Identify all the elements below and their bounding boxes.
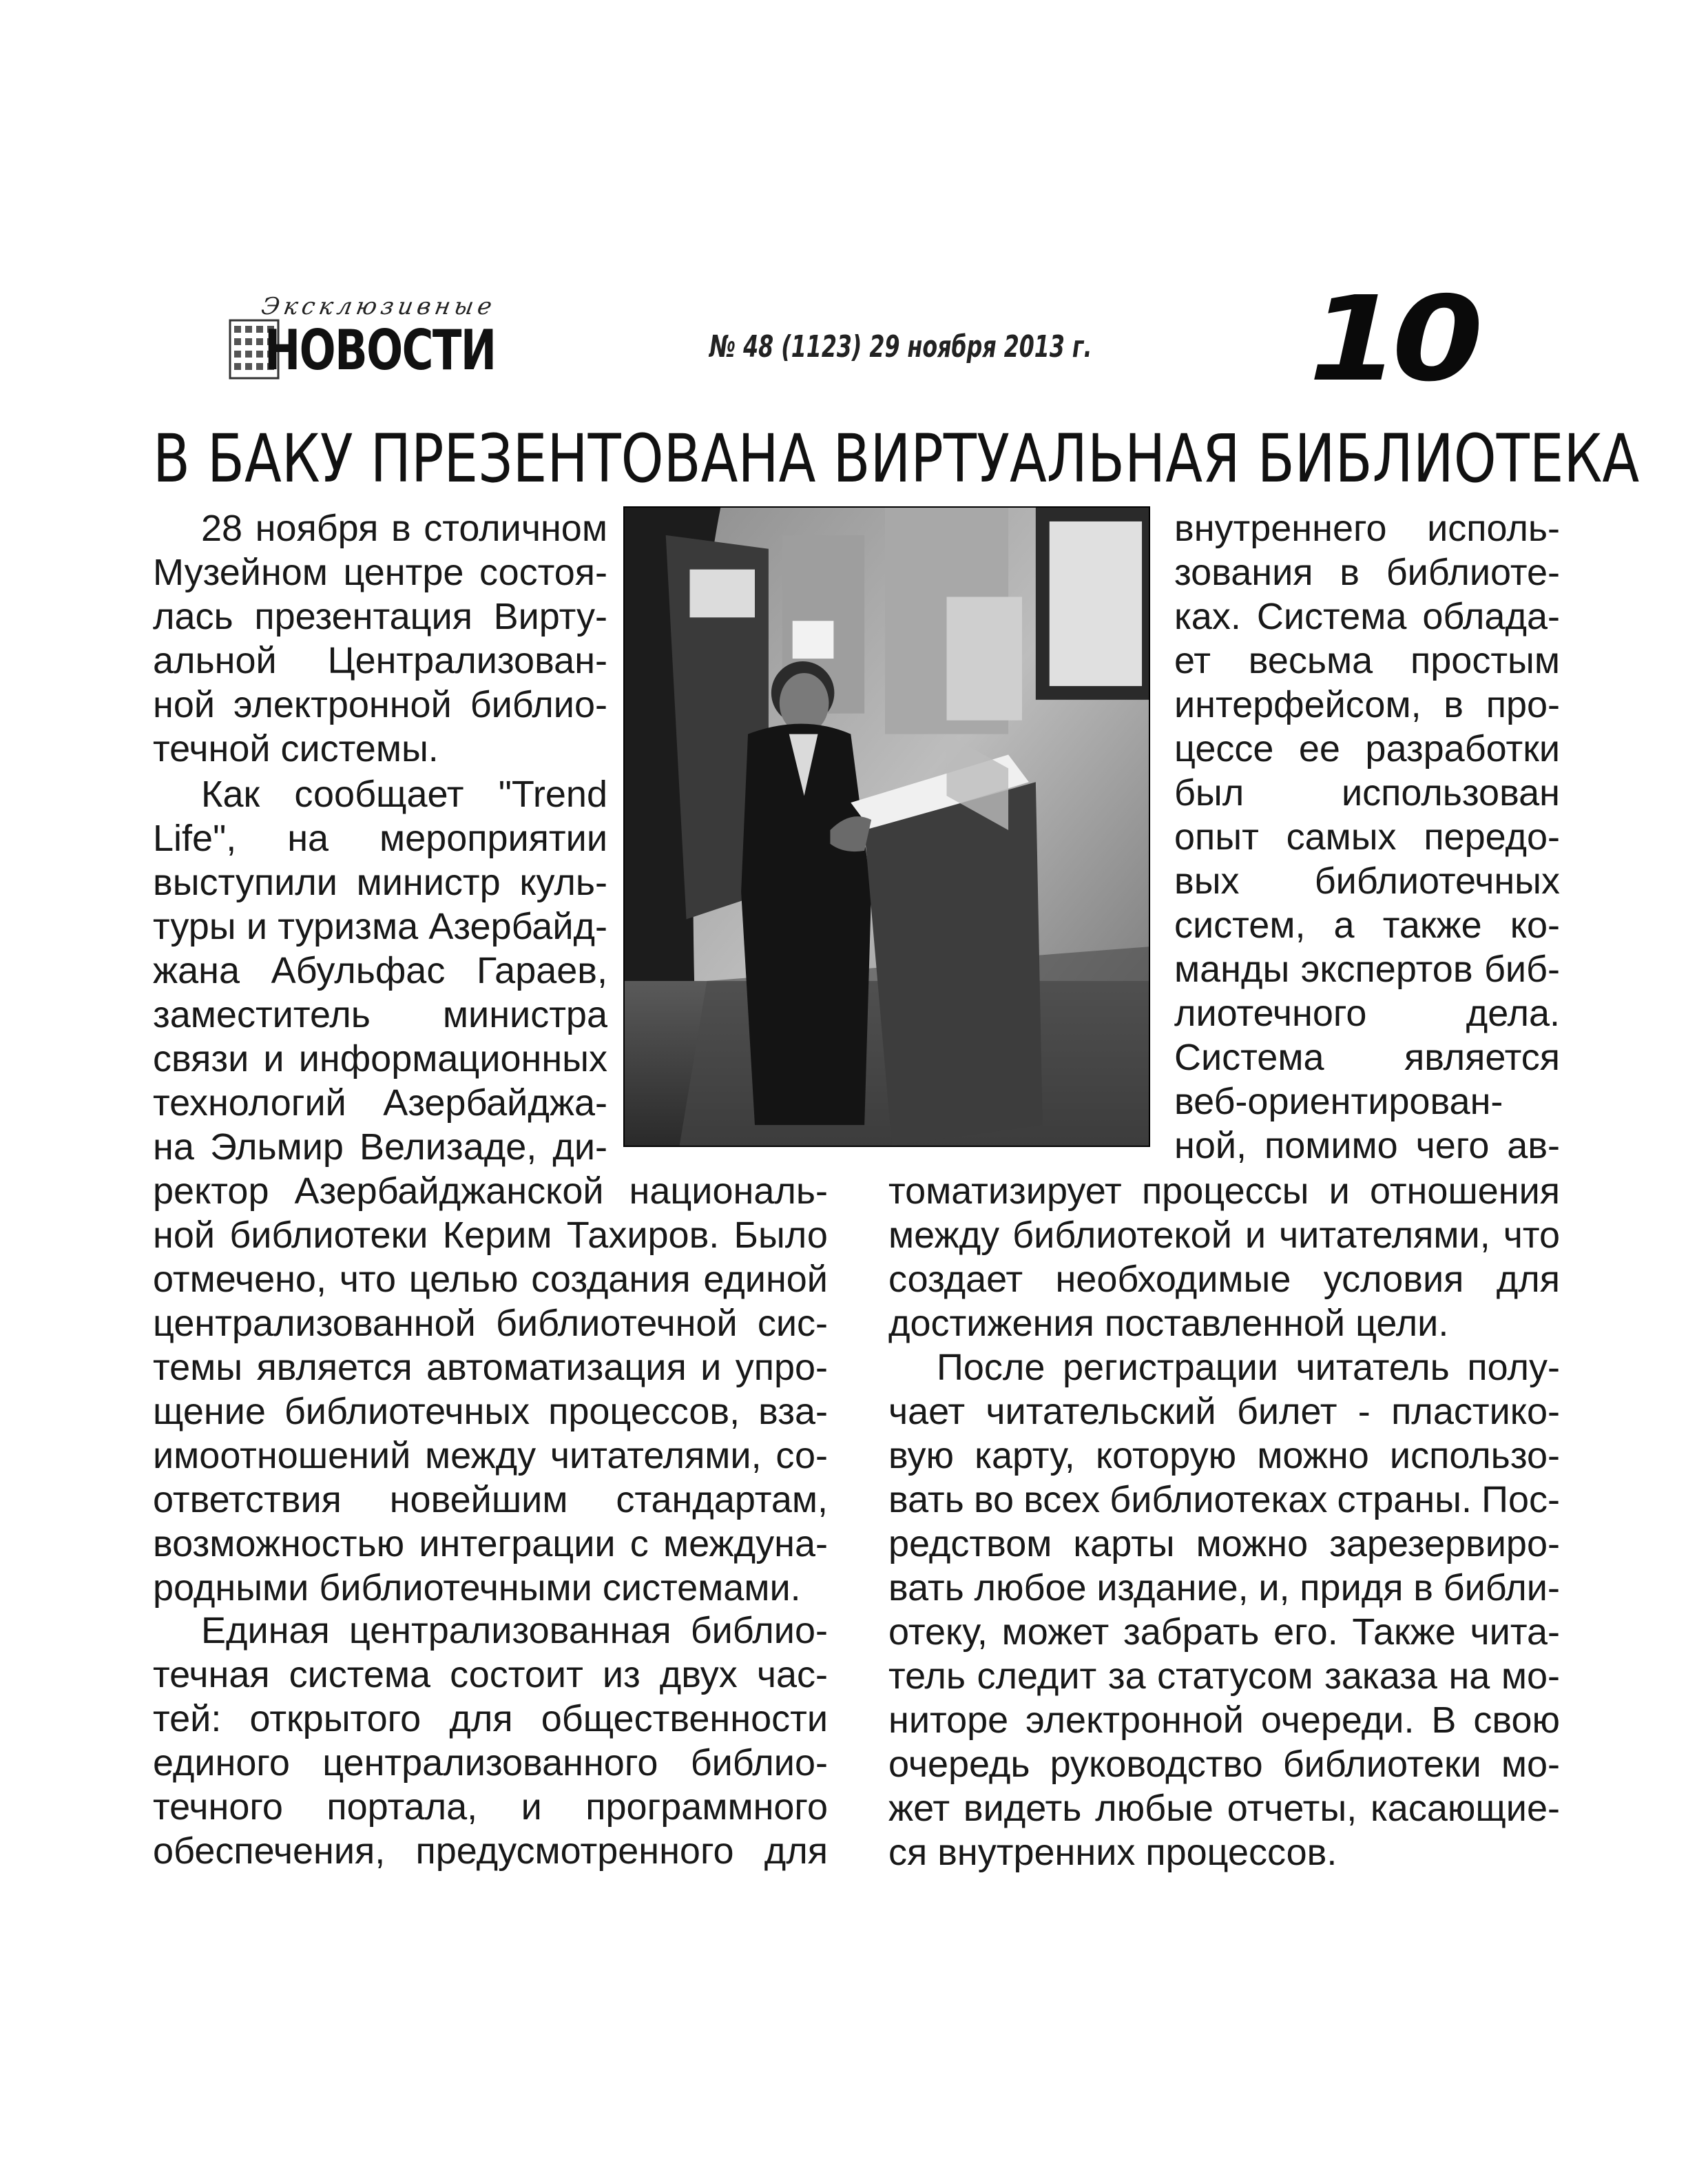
word: интеграции [419, 1523, 616, 1564]
word: туры [153, 906, 236, 947]
word: использован [1341, 772, 1560, 814]
word: отмечено, [153, 1259, 326, 1300]
word: создания [531, 1259, 691, 1300]
word: Централизован- [327, 640, 607, 681]
word: систем, [1174, 905, 1306, 946]
word: опыт [1174, 816, 1259, 858]
word: пластико- [1391, 1391, 1560, 1432]
word: необходимые [1055, 1259, 1291, 1300]
word: Как [201, 774, 260, 815]
word: предусмотренного [415, 1830, 734, 1872]
word: ко- [1510, 905, 1560, 946]
text-line [1174, 815, 1560, 859]
text-line [153, 1125, 607, 1169]
word: отчеты, [1227, 1788, 1357, 1829]
word: самых [1286, 816, 1397, 858]
word: ректор [153, 1170, 269, 1212]
word: вза- [758, 1391, 828, 1432]
word: единой [703, 1259, 828, 1300]
word: библиотечных [284, 1391, 530, 1432]
word: программного [585, 1786, 828, 1828]
word: карты [1073, 1523, 1175, 1564]
text-line [1174, 727, 1560, 771]
text-line [153, 1609, 828, 1653]
word: связи [153, 1038, 249, 1079]
text-line [153, 550, 607, 595]
word: следит [977, 1655, 1097, 1697]
text-line [153, 949, 607, 993]
word: был [1174, 772, 1244, 814]
word: в [1413, 1567, 1433, 1609]
word: и [1244, 1214, 1267, 1256]
text-line: родными библиотечными системами. [153, 1567, 801, 1609]
text-line [153, 1697, 828, 1741]
word: Азербайд- [428, 906, 607, 947]
text-line [888, 1786, 1560, 1830]
word: за [1107, 1655, 1146, 1697]
logo-script: Эксклюзивные [259, 293, 499, 320]
word: которую [1095, 1435, 1237, 1476]
text-line [153, 816, 607, 860]
word: зования [1174, 552, 1313, 593]
word: облада- [1422, 596, 1560, 637]
word: Музейном [153, 552, 328, 593]
word: состоит [450, 1654, 583, 1695]
word: ноября [255, 508, 379, 549]
word: Эльмир [209, 1126, 344, 1168]
word: манды [1174, 949, 1290, 990]
word: имоотношений [153, 1435, 411, 1476]
text-line [888, 1478, 1560, 1522]
word: министра [442, 994, 607, 1035]
word: биб- [1483, 949, 1560, 990]
article-paragraph [1174, 506, 1560, 1168]
word: презентация [254, 596, 472, 637]
word: вую [888, 1435, 955, 1476]
word: жет [888, 1788, 950, 1829]
word: и, [1258, 1567, 1290, 1609]
word: жана [153, 950, 240, 991]
text-line [153, 1257, 828, 1301]
text-line [1174, 903, 1560, 947]
word: также [1382, 905, 1482, 946]
text-line [1174, 947, 1560, 991]
word: издание, [1096, 1567, 1249, 1609]
text-line [888, 1257, 1560, 1301]
word: лась [153, 596, 233, 637]
article-paragraph [888, 1345, 1560, 1874]
text-line [888, 1213, 1560, 1257]
word: После [937, 1347, 1045, 1388]
word: состоя- [479, 552, 607, 593]
speaker-at-podium-image [625, 508, 1149, 1146]
text-line [153, 1389, 828, 1434]
word: течная [153, 1654, 270, 1695]
word: библиотеках [1110, 1479, 1328, 1520]
word: Вирту- [493, 596, 607, 637]
word: можно [1257, 1435, 1369, 1476]
text-line [153, 1829, 828, 1873]
word: портала, [326, 1786, 478, 1828]
word: со- [775, 1435, 828, 1476]
word: упро- [735, 1347, 828, 1388]
word: руководство [1050, 1744, 1263, 1785]
word: ее [1298, 728, 1340, 769]
word: библиотеки [1282, 1744, 1481, 1785]
word: Абульфас [271, 950, 446, 991]
word: 28 [201, 508, 243, 549]
word: весьма [1248, 640, 1373, 681]
word: система [289, 1654, 431, 1695]
word: на [287, 818, 329, 859]
word: централизованной [153, 1303, 476, 1344]
text-line [153, 860, 607, 905]
word: в [390, 508, 411, 549]
word: простым [1410, 640, 1560, 681]
article-photo [623, 506, 1150, 1147]
word: новейшим [389, 1479, 568, 1520]
word: чего [1415, 1125, 1490, 1166]
word: читатель [1295, 1347, 1450, 1388]
word: чита- [1470, 1611, 1560, 1653]
word: централизованного [322, 1742, 658, 1784]
word: библиотеки [229, 1214, 428, 1256]
text-line [153, 1478, 828, 1522]
word: и [246, 906, 267, 947]
word: Азербайджа- [383, 1082, 607, 1124]
text-line [153, 772, 607, 816]
word: Гараев, [476, 950, 607, 991]
text-line [153, 905, 607, 949]
word: интерфейсом, [1174, 684, 1421, 725]
word: зарезервиро- [1329, 1523, 1560, 1564]
word: разработки [1365, 728, 1560, 769]
word: столичном [424, 508, 607, 549]
article-paragraph [153, 1169, 828, 1610]
word: библио- [470, 684, 607, 725]
text-line [1174, 991, 1560, 1035]
word: час- [756, 1654, 828, 1695]
article-paragraph [153, 1609, 828, 1873]
word: Единая [201, 1610, 330, 1651]
text-line [153, 506, 607, 550]
word: "Trend [498, 774, 607, 815]
word: можно [1196, 1523, 1309, 1564]
article-paragraph [888, 1169, 1560, 1345]
word: Тахиров. [566, 1214, 720, 1256]
word: Система [1256, 596, 1407, 637]
text-line: веб-ориентирован- [1174, 1081, 1503, 1122]
word: чает [888, 1391, 966, 1432]
word: Велизаде, [360, 1126, 537, 1168]
text-line [888, 1345, 1560, 1389]
word: мо- [1501, 1744, 1560, 1785]
word: отношения [1369, 1170, 1560, 1212]
word: на [1448, 1655, 1490, 1697]
word: темы [153, 1347, 243, 1388]
text-line [153, 1169, 828, 1213]
word: центре [343, 552, 464, 593]
word: ной [153, 684, 216, 725]
word: библиотечных [1314, 860, 1560, 902]
word: процессы [1141, 1170, 1309, 1212]
word: дела. [1466, 993, 1560, 1034]
word: ответствия [153, 1479, 342, 1520]
word: ди- [552, 1126, 607, 1168]
word: создает [888, 1259, 1023, 1300]
word: Керим [442, 1214, 552, 1256]
word: Азербайджанской [294, 1170, 604, 1212]
word: страны. [1337, 1479, 1472, 1520]
text-line [888, 1698, 1560, 1742]
word: сообщает [294, 774, 464, 815]
text-line [888, 1742, 1560, 1786]
word: библио- [690, 1610, 828, 1651]
word: забрать [1123, 1611, 1260, 1653]
word: Было [733, 1214, 828, 1256]
word: и [700, 1347, 722, 1388]
word: что [1503, 1214, 1560, 1256]
text-line [888, 1522, 1560, 1566]
word: ав- [1507, 1125, 1560, 1166]
text-line [888, 1654, 1560, 1698]
word: редством [888, 1523, 1052, 1564]
page-number: 10 [1309, 271, 1476, 408]
text-line [888, 1434, 1560, 1478]
text-line [153, 639, 607, 683]
word: условия [1323, 1259, 1464, 1300]
word: стандартам, [616, 1479, 828, 1520]
word: вать [888, 1567, 964, 1609]
text-line [153, 1785, 828, 1829]
text-line [153, 1037, 607, 1081]
text-line [153, 1345, 828, 1389]
text-line [153, 1213, 828, 1257]
word: помимо [1264, 1125, 1398, 1166]
word: централизованная [348, 1610, 671, 1651]
word: любые [1095, 1788, 1214, 1829]
word: на [153, 1126, 194, 1168]
text-line [1174, 1035, 1560, 1079]
word: технологий [153, 1082, 346, 1124]
word: автоматизация [426, 1347, 687, 1388]
word: двух [659, 1654, 738, 1695]
word: в [1340, 552, 1360, 593]
text-line [888, 1389, 1560, 1434]
word: ной [153, 1214, 216, 1256]
word: является [256, 1347, 413, 1388]
word: - [1357, 1391, 1371, 1432]
word: ной, [1174, 1125, 1247, 1166]
word: томатизирует [888, 1170, 1122, 1212]
text-line: достижения поставленной цели. [888, 1303, 1449, 1344]
word: может [1001, 1611, 1110, 1653]
word: возможностью [153, 1523, 405, 1564]
text-line [888, 1169, 1560, 1213]
word: электронной [233, 684, 452, 725]
word: тей: [153, 1698, 222, 1739]
text-line [153, 595, 607, 639]
word: туризма [278, 906, 419, 947]
text-line [153, 683, 607, 727]
word: националь- [629, 1170, 828, 1212]
word: а [1333, 905, 1355, 946]
word: любое [974, 1567, 1087, 1609]
word: библиоте- [1386, 552, 1560, 593]
word: исполь- [1427, 508, 1560, 549]
text-line: течной системы. [153, 728, 439, 769]
word: карту, [975, 1435, 1075, 1476]
word: междуна- [663, 1523, 828, 1564]
text-line [888, 1610, 1560, 1654]
word: цессе [1174, 728, 1274, 769]
word: экспертов [1300, 949, 1473, 990]
word: читателями, [550, 1435, 762, 1476]
word: заказа [1324, 1655, 1437, 1697]
headline: В БАКУ ПРЕЗЕНТОВАНА ВИРТУАЛЬНАЯ БИБЛИОТЕКА [153, 420, 1640, 497]
word: куль- [519, 862, 607, 903]
text-line [153, 993, 607, 1037]
word: общественности [541, 1698, 828, 1739]
word: внутреннего [1174, 508, 1387, 549]
text-line [153, 1653, 828, 1697]
word: его. [1273, 1611, 1338, 1653]
issue-date: № 48 (1123) 29 ноября 2013 г. [709, 329, 1092, 364]
word: библиотекой [1012, 1214, 1232, 1256]
word: для [449, 1698, 513, 1739]
text-line [153, 1081, 607, 1125]
word: лиотечного [1174, 993, 1367, 1034]
word: про- [1486, 684, 1560, 725]
word: всех [1023, 1479, 1101, 1520]
word: полу- [1467, 1347, 1560, 1388]
word: и [1329, 1170, 1350, 1212]
word: из [602, 1654, 640, 1695]
word: библио- [690, 1742, 828, 1784]
text-line [153, 1434, 828, 1478]
text-line [888, 1566, 1560, 1610]
article-paragraph [153, 772, 607, 1169]
word: для [764, 1830, 828, 1872]
text-line: ся внутренних процессов. [888, 1832, 1337, 1873]
word: вать [888, 1479, 964, 1520]
word: Life", [153, 818, 237, 859]
word: сис- [757, 1303, 828, 1344]
word: целью [408, 1259, 519, 1300]
word: передо- [1424, 816, 1560, 858]
word: Пос- [1481, 1479, 1560, 1520]
word: билет [1236, 1391, 1337, 1432]
logo-word: НОВОСТИ [264, 318, 496, 382]
text-line [153, 1522, 828, 1566]
word: использо- [1389, 1435, 1560, 1476]
word: между [888, 1214, 1000, 1256]
word: библиотечной [496, 1303, 738, 1344]
word: отеку, [888, 1611, 988, 1653]
article-paragraph [153, 506, 607, 771]
word: очередь [888, 1744, 1030, 1785]
word: статусом [1157, 1655, 1313, 1697]
word: Система [1174, 1037, 1324, 1078]
text-line [1174, 1124, 1560, 1168]
word: свою [1473, 1699, 1560, 1741]
word: придя [1300, 1567, 1404, 1609]
word: что [339, 1259, 397, 1300]
word: открытого [249, 1698, 421, 1739]
word: щение [153, 1391, 266, 1432]
text-line [153, 1741, 828, 1785]
text-line [1174, 683, 1560, 727]
word: читательский [986, 1391, 1216, 1432]
word: В [1431, 1699, 1457, 1741]
word: мо- [1501, 1655, 1560, 1697]
text-line [1174, 595, 1560, 639]
word: ет [1174, 640, 1211, 681]
word: регистрации [1062, 1347, 1278, 1388]
word: единого [153, 1742, 290, 1784]
text-line [1174, 639, 1560, 683]
word: для [1496, 1259, 1560, 1300]
word: является [1404, 1037, 1560, 1078]
text-line [1174, 550, 1560, 595]
text-line [153, 1301, 828, 1345]
word: электронной [1025, 1699, 1244, 1741]
word: и [521, 1786, 542, 1828]
word: выступили [153, 862, 337, 903]
word: Также [1352, 1611, 1456, 1653]
word: альной [153, 640, 277, 681]
word: ниторе [888, 1699, 1009, 1741]
word: в [1444, 684, 1464, 725]
word: обеспечения, [153, 1830, 386, 1872]
word: мероприятии [379, 818, 607, 859]
word: течного [153, 1786, 283, 1828]
word: заместитель [153, 994, 371, 1035]
word: во [973, 1479, 1014, 1520]
word: читателями, [1279, 1214, 1490, 1256]
word: видеть [963, 1788, 1082, 1829]
word: информационных [298, 1038, 607, 1079]
text-line [1174, 859, 1560, 903]
masthead-logo [227, 293, 523, 389]
word: министр [356, 862, 501, 903]
word: процессов, [548, 1391, 740, 1432]
text-line [1174, 771, 1560, 815]
word: касающие- [1371, 1788, 1560, 1829]
word: ках. [1174, 596, 1241, 637]
text-line [1174, 506, 1560, 550]
word: между [425, 1435, 537, 1476]
word: библи- [1443, 1567, 1560, 1609]
word: и [263, 1038, 284, 1079]
word: тель [888, 1655, 966, 1697]
word: вых [1174, 860, 1240, 902]
word: очереди. [1260, 1699, 1415, 1741]
word: с [629, 1523, 649, 1564]
